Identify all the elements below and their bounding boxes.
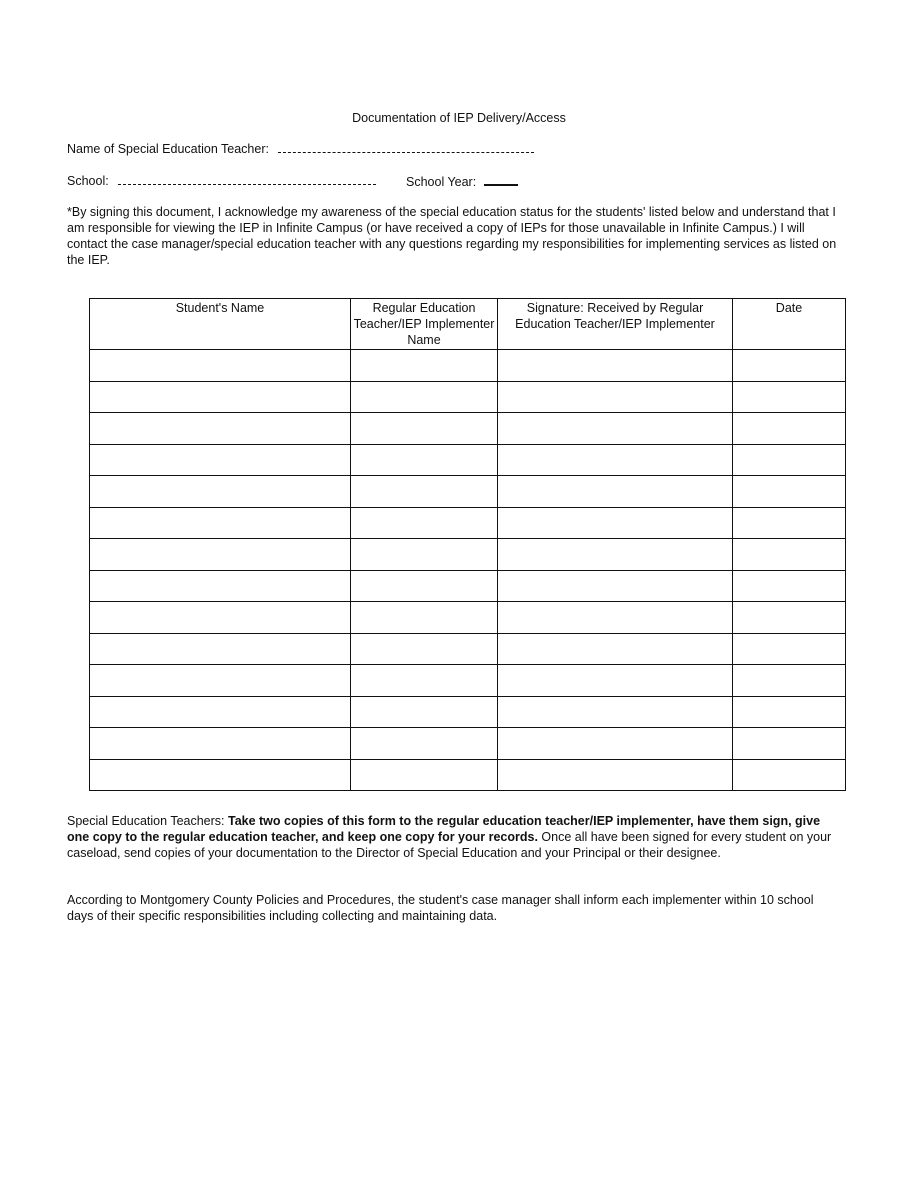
header-implementer-name: Regular Education Teacher/IEP Implementer Name [351, 299, 498, 350]
student-name-cell[interactable] [90, 413, 351, 445]
student-name-cell[interactable] [90, 476, 351, 508]
teacher-name-label: Name of Special Education Teacher: [67, 142, 269, 156]
signature-cell[interactable] [498, 413, 733, 445]
table-row [90, 696, 846, 728]
table-row [90, 476, 846, 508]
implementer-name-cell[interactable] [351, 728, 498, 760]
school-field[interactable] [118, 174, 376, 185]
date-cell[interactable] [733, 633, 846, 665]
implementer-name-cell[interactable] [351, 665, 498, 697]
implementer-name-cell[interactable] [351, 633, 498, 665]
student-name-cell[interactable] [90, 665, 351, 697]
signature-cell[interactable] [498, 633, 733, 665]
date-cell[interactable] [733, 696, 846, 728]
implementer-name-cell[interactable] [351, 539, 498, 571]
signature-cell[interactable] [498, 350, 733, 382]
school-year-label: School Year: [406, 175, 477, 189]
implementer-name-cell[interactable] [351, 602, 498, 634]
student-name-cell[interactable] [90, 444, 351, 476]
page-title: Documentation of IEP Delivery/Access [352, 111, 566, 125]
date-cell[interactable] [733, 602, 846, 634]
header-student-name: Student's Name [90, 299, 351, 350]
student-name-cell[interactable] [90, 602, 351, 634]
table-row [90, 759, 846, 791]
header-signature: Signature: Received by Regular Education Teacher/IEP Implementer [498, 299, 733, 350]
school-year-field[interactable] [484, 174, 518, 186]
instructions-lead: Special Education Teachers: [67, 814, 228, 828]
table-row [90, 350, 846, 382]
table-row [90, 728, 846, 760]
signature-cell[interactable] [498, 507, 733, 539]
date-cell[interactable] [733, 728, 846, 760]
signature-cell[interactable] [498, 539, 733, 571]
signature-cell[interactable] [498, 444, 733, 476]
acknowledgement-text: *By signing this document, I acknowledge my awareness of the special education status for the students' listed below and understand that I am responsible for viewing the IEP in Infinite Campus (or have received a copy of IEPs for those unavailable in Infinite Campus.) I will contact the case manager/special education teacher with any questions regarding my responsibilities for implementing services as listed on the IEP. [67, 205, 837, 267]
school-row [67, 174, 376, 188]
signature-cell[interactable] [498, 570, 733, 602]
instructions-text [67, 813, 842, 861]
header-date: Date [733, 299, 846, 350]
implementer-name-cell[interactable] [351, 570, 498, 602]
teacher-name-field[interactable] [278, 142, 534, 153]
date-cell[interactable] [733, 570, 846, 602]
student-name-cell[interactable] [90, 507, 351, 539]
student-name-cell[interactable] [90, 350, 351, 382]
table-row [90, 633, 846, 665]
signature-cell[interactable] [498, 759, 733, 791]
student-name-cell[interactable] [90, 759, 351, 791]
policy-text: According to Montgomery County Policies and Procedures, the student's case manager shall inform each implementer within 10 school days of their specific responsibilities including collecting and maintaining data. [67, 893, 814, 923]
signature-cell[interactable] [498, 381, 733, 413]
student-name-cell[interactable] [90, 696, 351, 728]
date-cell[interactable] [733, 539, 846, 571]
table-row [90, 602, 846, 634]
signature-cell[interactable] [498, 602, 733, 634]
date-cell[interactable] [733, 444, 846, 476]
date-cell[interactable] [733, 759, 846, 791]
signature-cell[interactable] [498, 696, 733, 728]
student-name-cell[interactable] [90, 633, 351, 665]
school-label: School: [67, 174, 109, 188]
implementer-name-cell[interactable] [351, 507, 498, 539]
implementer-name-cell[interactable] [351, 413, 498, 445]
table-row [90, 444, 846, 476]
student-name-cell[interactable] [90, 539, 351, 571]
date-cell[interactable] [733, 413, 846, 445]
implementer-name-cell[interactable] [351, 444, 498, 476]
table-header-row [90, 299, 846, 350]
student-name-cell[interactable] [90, 728, 351, 760]
signature-table [89, 298, 846, 791]
signature-cell[interactable] [498, 728, 733, 760]
school-year-row [406, 174, 518, 189]
date-cell[interactable] [733, 381, 846, 413]
teacher-name-row [67, 142, 534, 156]
instructions-rest: Once all have been signed for every student on your caseload, send copies of your documentation to the Director of Special Education and your Principal or their designee. [67, 830, 832, 860]
implementer-name-cell[interactable] [351, 476, 498, 508]
implementer-name-cell[interactable] [351, 381, 498, 413]
signature-cell[interactable] [498, 665, 733, 697]
instructions-bold: Take two copies of this form to the regular education teacher/IEP implementer, have them sign, give one copy to the regular education teacher, and keep one copy for your records. [67, 814, 821, 844]
table-row [90, 665, 846, 697]
date-cell[interactable] [733, 507, 846, 539]
implementer-name-cell[interactable] [351, 350, 498, 382]
table-row [90, 413, 846, 445]
table-row [90, 507, 846, 539]
implementer-name-cell[interactable] [351, 696, 498, 728]
date-cell[interactable] [733, 476, 846, 508]
student-name-cell[interactable] [90, 381, 351, 413]
date-cell[interactable] [733, 350, 846, 382]
table-row [90, 539, 846, 571]
table-row [90, 381, 846, 413]
date-cell[interactable] [733, 665, 846, 697]
signature-cell[interactable] [498, 476, 733, 508]
student-name-cell[interactable] [90, 570, 351, 602]
table-row [90, 570, 846, 602]
implementer-name-cell[interactable] [351, 759, 498, 791]
